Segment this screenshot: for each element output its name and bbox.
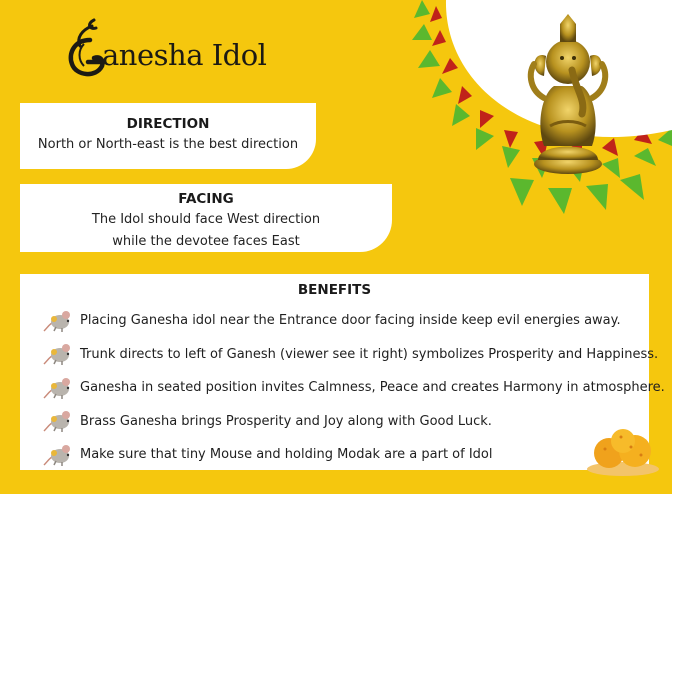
list-item bbox=[42, 304, 665, 338]
benefit-text: Make sure that tiny Mouse and holding Modak are a part of Idol bbox=[80, 447, 493, 463]
benefit-text: Trunk directs to left of Ganesh (viewer see it right) symbolizes Prosperity and Happiness. bbox=[80, 346, 659, 362]
mouse-icon bbox=[42, 443, 72, 467]
benefits-title: BENEFITS bbox=[297, 282, 372, 298]
logo bbox=[64, 16, 294, 80]
facing-card bbox=[20, 184, 392, 252]
mouse-icon bbox=[42, 376, 72, 400]
mouse-icon bbox=[42, 409, 72, 433]
mouse-icon bbox=[42, 342, 72, 366]
laddoo-image bbox=[585, 425, 661, 477]
ganesha-idol-image bbox=[410, 0, 672, 222]
benefit-text: Brass Ganesha brings Prosperity and Joy along with Good Luck. bbox=[80, 413, 492, 429]
logo-text: anesha Idol bbox=[102, 38, 267, 72]
direction-text: North or North-east is the best direction bbox=[37, 137, 299, 152]
list-item bbox=[42, 438, 665, 472]
benefits-card bbox=[20, 274, 665, 470]
benefit-text: Ganesha in seated position invites Calmness, Peace and creates Harmony in atmosphere. bbox=[80, 380, 665, 396]
benefit-text: Placing Ganesha idol near the Entrance door facing inside keep evil energies away. bbox=[80, 313, 621, 329]
facing-title: FACING bbox=[178, 191, 234, 207]
facing-text-line2: while the devotee faces East bbox=[112, 234, 300, 249]
facing-text-line1: The Idol should face West direction bbox=[91, 212, 321, 227]
mouse-icon bbox=[42, 309, 72, 333]
direction-title: DIRECTION bbox=[126, 116, 210, 132]
direction-card bbox=[20, 103, 316, 169]
list-item bbox=[42, 405, 665, 439]
benefits-list bbox=[42, 304, 665, 472]
list-item bbox=[42, 338, 665, 372]
list-item bbox=[42, 371, 665, 405]
